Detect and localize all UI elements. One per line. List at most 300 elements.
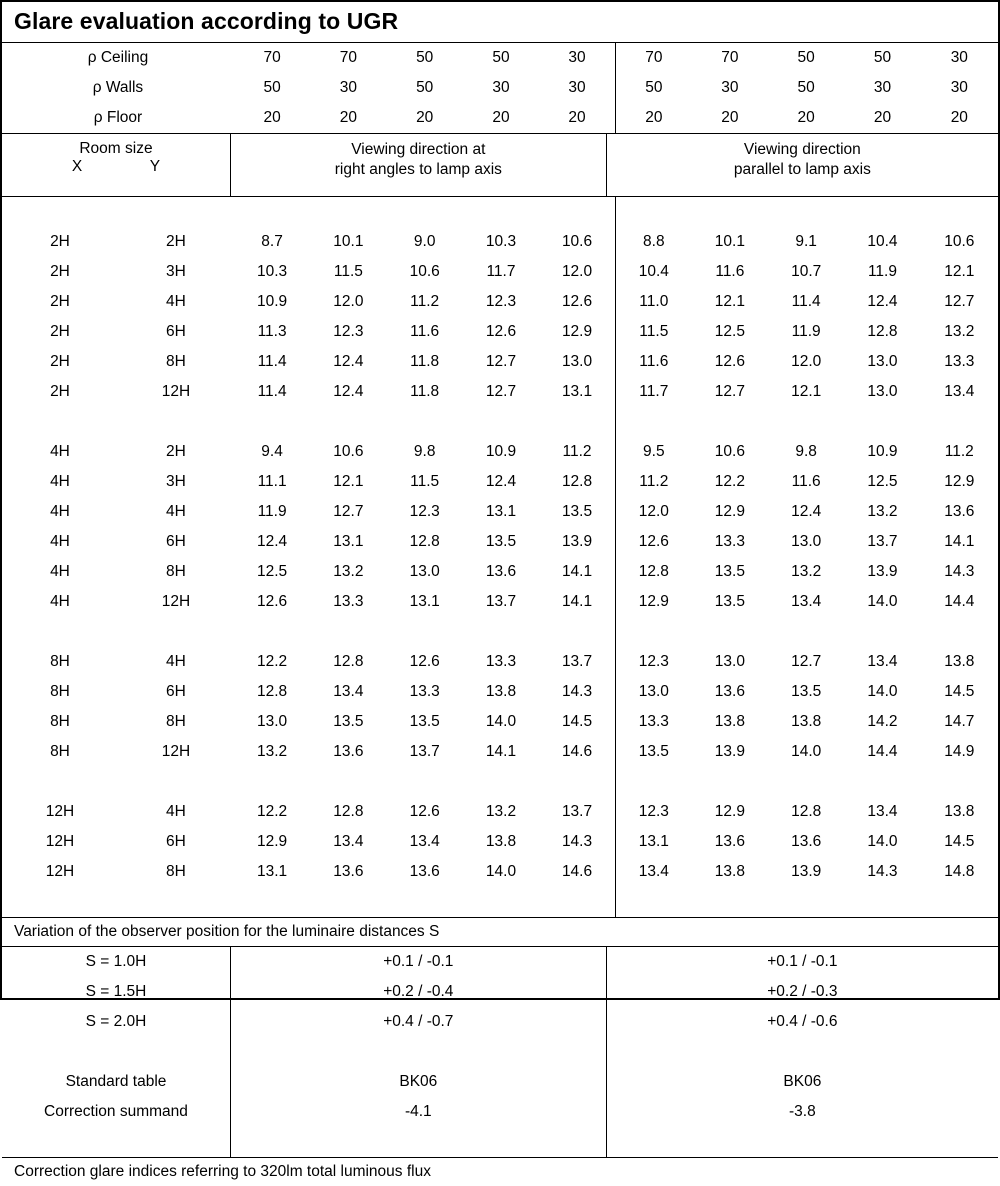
gap-cell <box>539 407 615 437</box>
group-gap <box>2 617 998 647</box>
row-y: 2H <box>166 233 186 250</box>
perp-4: 12.6 <box>485 323 517 340</box>
viewing-parallel-line2: parallel to lamp axis <box>733 161 871 178</box>
para-2: 13.5 <box>714 593 745 610</box>
viewing-perpendicular-line2: right angles to lamp axis <box>334 161 502 178</box>
para-3: 11.6 <box>791 473 821 490</box>
gap-cell <box>234 887 310 917</box>
gap-cell <box>921 617 998 647</box>
row-x: 2H <box>50 353 70 370</box>
variation-label-3: S = 2.0H <box>85 1013 147 1030</box>
gap-cell <box>844 197 920 227</box>
gap-cell <box>118 887 234 917</box>
rho-floor-v1: 20 <box>263 109 281 126</box>
para-4: 13.7 <box>867 533 898 550</box>
perp-1: 13.0 <box>257 713 288 730</box>
perp-2: 13.4 <box>333 683 364 700</box>
perp-3: 13.7 <box>409 743 440 760</box>
gap-cell <box>921 887 998 917</box>
table-row <box>2 347 998 377</box>
row-rho-floor <box>2 103 998 133</box>
perp-5: 14.6 <box>561 863 593 880</box>
table-row <box>2 647 998 677</box>
variation-table <box>2 947 998 1157</box>
rho-ceiling-v7: 70 <box>721 49 739 66</box>
perp-1: 11.4 <box>257 383 287 400</box>
row-x: 2H <box>50 383 70 400</box>
rho-ceiling-v2: 70 <box>339 49 358 66</box>
rho-walls-v3: 50 <box>416 79 434 96</box>
variation-perp-1: +0.1 / -0.1 <box>230 947 606 977</box>
gap-cell <box>234 407 310 437</box>
perp-3: 13.1 <box>409 593 440 610</box>
table-row <box>2 437 998 467</box>
para-4: 10.9 <box>867 443 898 460</box>
para-4: 14.0 <box>867 593 898 610</box>
perp-5: 11.2 <box>562 443 592 460</box>
perp-4: 13.3 <box>485 653 517 670</box>
perp-2: 12.3 <box>333 323 364 340</box>
group-gap <box>2 407 998 437</box>
row-x: 8H <box>50 683 70 700</box>
gap-cell <box>539 197 615 227</box>
perp-4: 13.5 <box>485 533 517 550</box>
row-x: 8H <box>50 713 70 730</box>
row-x: 12H <box>45 863 75 880</box>
para-2: 13.9 <box>714 743 745 760</box>
perp-2: 13.2 <box>333 563 364 580</box>
row-x: 4H <box>50 533 70 550</box>
perp-2: 13.4 <box>333 833 364 850</box>
gap-cell <box>230 1127 606 1157</box>
para-1: 13.4 <box>615 857 691 887</box>
para-5: 11.2 <box>944 443 974 460</box>
perp-5: 14.3 <box>561 833 593 850</box>
para-5: 14.5 <box>944 683 975 700</box>
perp-4: 10.3 <box>485 233 517 250</box>
perp-2: 13.3 <box>333 593 364 610</box>
row-x: 2H <box>50 293 70 310</box>
row-y: 6H <box>166 533 186 550</box>
para-2: 12.9 <box>714 803 745 820</box>
table-row <box>2 677 998 707</box>
variation-note: Variation of the observer position for the luminaire distances S <box>14 923 440 940</box>
rho-floor-v3: 20 <box>416 109 434 126</box>
table-row <box>2 317 998 347</box>
rho-floor-v8: 20 <box>797 109 815 126</box>
table-row <box>2 797 998 827</box>
room-size-label: Room size <box>79 140 153 157</box>
row-y: 6H <box>166 323 186 340</box>
rho-ceiling-v1: 70 <box>263 49 281 66</box>
para-1: 11.2 <box>615 467 691 497</box>
gap-cell <box>387 407 463 437</box>
standard-table-label: Standard table <box>65 1073 167 1090</box>
para-3: 13.5 <box>791 683 822 700</box>
column-heading-table <box>2 134 998 196</box>
rho-walls-v9: 30 <box>873 79 892 96</box>
para-5: 12.7 <box>944 293 975 310</box>
para-3: 11.4 <box>791 293 821 310</box>
perp-5: 14.5 <box>561 713 593 730</box>
perp-4: 14.0 <box>485 863 517 880</box>
para-1: 11.5 <box>615 317 691 347</box>
rho-ceiling-v8: 50 <box>797 49 815 66</box>
perp-4: 14.0 <box>485 713 517 730</box>
para-2: 10.1 <box>714 233 745 250</box>
perp-3: 11.2 <box>410 293 440 310</box>
perp-4: 13.6 <box>485 563 517 580</box>
perp-5: 12.0 <box>561 263 593 280</box>
para-1: 12.9 <box>615 587 691 617</box>
perp-2: 12.7 <box>333 503 364 520</box>
para-2: 13.8 <box>714 713 745 730</box>
rho-floor-v9: 20 <box>873 109 892 126</box>
para-1: 13.5 <box>615 737 691 767</box>
perp-4: 13.8 <box>485 833 517 850</box>
gap-cell <box>768 197 844 227</box>
para-5: 10.6 <box>944 233 975 250</box>
perp-1: 8.7 <box>261 233 283 250</box>
perp-5: 13.7 <box>561 803 593 820</box>
para-4: 14.2 <box>867 713 898 730</box>
gap-cell <box>692 407 768 437</box>
rho-floor-v10: 20 <box>950 109 968 126</box>
para-1: 12.8 <box>615 557 691 587</box>
gap-cell <box>387 617 463 647</box>
para-2: 12.6 <box>714 353 745 370</box>
gap-cell <box>844 617 920 647</box>
para-4: 13.2 <box>867 503 898 520</box>
perp-2: 12.1 <box>333 473 364 490</box>
para-4: 13.4 <box>867 653 898 670</box>
table-row <box>2 827 998 857</box>
para-1: 11.7 <box>615 377 691 407</box>
row-x: 4H <box>50 563 70 580</box>
para-3: 12.0 <box>791 353 822 370</box>
standard-table-perp: BK06 <box>230 1067 606 1097</box>
perp-2: 12.8 <box>333 653 364 670</box>
gap-cell <box>2 887 118 917</box>
para-3: 13.2 <box>791 563 822 580</box>
para-3: 14.0 <box>791 743 822 760</box>
row-rho-ceiling <box>2 43 998 73</box>
variation-para-2: +0.2 / -0.3 <box>606 977 998 1007</box>
perp-2: 13.5 <box>333 713 364 730</box>
gap-cell <box>463 767 539 797</box>
gap-cell <box>310 197 386 227</box>
row-x: 4H <box>50 473 70 490</box>
gap-cell <box>768 767 844 797</box>
gap-cell <box>2 1037 230 1067</box>
gap-cell <box>692 617 768 647</box>
perp-4: 12.7 <box>485 353 517 370</box>
perp-3: 13.3 <box>409 683 440 700</box>
perp-2: 10.6 <box>333 443 364 460</box>
row-y: 4H <box>166 653 186 670</box>
para-2: 11.6 <box>715 263 745 280</box>
group-gap <box>2 767 998 797</box>
rho-ceiling-v10: 30 <box>950 49 968 66</box>
viewing-parallel-header <box>606 134 998 196</box>
perp-3: 13.5 <box>409 713 440 730</box>
gap-cell <box>118 767 234 797</box>
rho-walls-v1: 50 <box>263 79 281 96</box>
row-y: 2H <box>166 443 186 460</box>
para-5: 12.1 <box>944 263 975 280</box>
ugr-data-table <box>2 197 998 917</box>
row-y: 3H <box>166 473 186 490</box>
para-1: 12.3 <box>615 647 691 677</box>
rho-ceiling-v3: 50 <box>416 49 434 66</box>
perp-1: 11.3 <box>257 323 287 340</box>
viewing-parallel-line1: Viewing direction <box>743 141 861 158</box>
para-5: 13.4 <box>944 383 975 400</box>
para-5: 14.7 <box>944 713 975 730</box>
perp-1: 12.8 <box>257 683 288 700</box>
gap-cell <box>844 767 920 797</box>
heading-row <box>2 134 998 196</box>
row-y: 8H <box>166 353 186 370</box>
para-4: 14.3 <box>867 863 898 880</box>
rho-walls-v2: 30 <box>339 79 358 96</box>
para-3: 13.9 <box>791 863 822 880</box>
gap-cell <box>844 407 920 437</box>
perp-3: 11.5 <box>410 473 440 490</box>
gap-cell <box>921 197 998 227</box>
table-row <box>2 497 998 527</box>
para-2: 12.7 <box>714 383 745 400</box>
para-1: 13.1 <box>615 827 691 857</box>
perp-5: 13.7 <box>561 653 593 670</box>
para-1: 8.8 <box>615 227 691 257</box>
viewing-perpendicular-line1: Viewing direction at <box>351 141 486 158</box>
rho-floor-label: ρ Floor <box>93 109 143 126</box>
perp-3: 12.6 <box>409 803 440 820</box>
para-2: 13.5 <box>714 563 745 580</box>
rho-walls-v5: 30 <box>568 79 586 96</box>
para-2: 13.3 <box>714 533 745 550</box>
table-row <box>2 737 998 767</box>
gap-cell <box>387 887 463 917</box>
row-y: 8H <box>166 563 186 580</box>
gap-cell <box>2 197 118 227</box>
gap-cell <box>921 407 998 437</box>
para-3: 11.9 <box>791 323 821 340</box>
perp-5: 10.6 <box>561 233 593 250</box>
para-4: 11.9 <box>867 263 897 280</box>
para-4: 14.0 <box>867 833 898 850</box>
perp-3: 12.3 <box>409 503 440 520</box>
perp-2: 12.8 <box>333 803 364 820</box>
table-row <box>2 377 998 407</box>
para-2: 13.0 <box>714 653 745 670</box>
row-y: 12H <box>161 593 191 610</box>
table-row <box>2 527 998 557</box>
para-4: 14.4 <box>867 743 898 760</box>
gap-cell <box>310 887 386 917</box>
standard-table-para: BK06 <box>606 1067 998 1097</box>
para-5: 13.6 <box>944 503 975 520</box>
perp-2: 13.6 <box>333 743 364 760</box>
perp-1: 12.6 <box>257 593 288 610</box>
standard-bottom-gap <box>2 1127 998 1157</box>
gap-cell <box>2 407 118 437</box>
row-x: 8H <box>50 743 70 760</box>
perp-2: 12.4 <box>333 383 364 400</box>
perp-4: 13.8 <box>485 683 517 700</box>
gap-cell <box>118 617 234 647</box>
perp-3: 12.8 <box>409 533 440 550</box>
para-3: 9.1 <box>795 233 817 250</box>
gap-cell <box>234 767 310 797</box>
para-2: 13.6 <box>714 833 745 850</box>
para-4: 13.9 <box>867 563 898 580</box>
para-5: 13.8 <box>944 803 975 820</box>
para-1: 12.0 <box>615 497 691 527</box>
variation-perp-2: +0.2 / -0.4 <box>230 977 606 1007</box>
gap-cell <box>768 617 844 647</box>
para-2: 13.6 <box>714 683 745 700</box>
perp-5: 13.0 <box>561 353 593 370</box>
perp-3: 9.0 <box>413 233 436 250</box>
rho-walls-v8: 50 <box>797 79 815 96</box>
para-2: 12.1 <box>714 293 745 310</box>
rho-ceiling-v4: 50 <box>492 49 510 66</box>
rho-floor-v5: 20 <box>568 109 586 126</box>
perp-1: 13.2 <box>257 743 288 760</box>
para-3: 12.8 <box>791 803 822 820</box>
row-rho-walls <box>2 73 998 103</box>
correction-summand-perp: -4.1 <box>230 1097 606 1127</box>
perp-3: 13.0 <box>409 563 440 580</box>
page-title: Glare evaluation according to UGR <box>14 8 399 34</box>
row-x: 12H <box>45 803 75 820</box>
perp-2: 11.5 <box>333 263 363 280</box>
rho-floor-v2: 20 <box>339 109 358 126</box>
para-1: 9.5 <box>615 437 691 467</box>
para-4: 13.0 <box>867 383 898 400</box>
para-4: 13.4 <box>867 803 898 820</box>
row-y: 8H <box>166 863 186 880</box>
rho-floor-v7: 20 <box>721 109 739 126</box>
perp-5: 14.1 <box>561 563 593 580</box>
para-1: 11.0 <box>615 287 691 317</box>
gap-cell <box>2 1127 230 1157</box>
perp-3: 9.8 <box>413 443 436 460</box>
perp-1: 11.1 <box>257 473 287 490</box>
rho-floor-v4: 20 <box>492 109 510 126</box>
perp-4: 12.3 <box>485 293 517 310</box>
perp-4: 10.9 <box>485 443 517 460</box>
perp-3: 11.6 <box>410 323 440 340</box>
perp-1: 12.9 <box>257 833 288 850</box>
row-x: 2H <box>50 323 70 340</box>
perp-1: 12.5 <box>257 563 288 580</box>
reflectance-table <box>2 43 998 133</box>
para-2: 13.8 <box>714 863 745 880</box>
para-3: 13.8 <box>791 713 822 730</box>
rho-walls-v6: 50 <box>615 73 691 103</box>
gap-cell <box>606 1127 998 1157</box>
perp-2: 13.1 <box>333 533 364 550</box>
gap-cell <box>692 767 768 797</box>
row-y: 3H <box>166 263 186 280</box>
footer-note: Correction glare indices referring to 320lm total luminous flux <box>14 1163 431 1180</box>
gap-cell <box>118 197 234 227</box>
rho-walls-v10: 30 <box>950 79 968 96</box>
table-row <box>2 857 998 887</box>
perp-5: 13.5 <box>561 503 593 520</box>
perp-2: 13.6 <box>333 863 364 880</box>
perp-1: 13.1 <box>257 863 288 880</box>
gap-cell <box>539 887 615 917</box>
gap-cell <box>692 197 768 227</box>
gap-cell <box>387 197 463 227</box>
para-5: 14.8 <box>944 863 975 880</box>
table-row <box>2 287 998 317</box>
gap-cell <box>310 617 386 647</box>
row-y: 4H <box>166 503 186 520</box>
para-3: 12.7 <box>791 653 822 670</box>
para-3: 10.7 <box>791 263 822 280</box>
para-4: 12.5 <box>867 473 898 490</box>
row-y: 6H <box>166 833 186 850</box>
para-1: 13.0 <box>615 677 691 707</box>
gap-cell <box>615 407 691 437</box>
variation-perp-3: +0.4 / -0.7 <box>230 1007 606 1037</box>
table-row <box>2 257 998 287</box>
perp-5: 12.9 <box>561 323 593 340</box>
para-3: 13.6 <box>791 833 822 850</box>
rho-walls-v4: 30 <box>492 79 510 96</box>
row-y: 12H <box>161 383 191 400</box>
gap-cell <box>615 197 691 227</box>
variation-para-3: +0.4 / -0.6 <box>606 1007 998 1037</box>
para-2: 12.2 <box>714 473 745 490</box>
gap-cell <box>2 617 118 647</box>
para-3: 9.8 <box>795 443 817 460</box>
gap-cell <box>463 407 539 437</box>
perp-5: 12.6 <box>561 293 593 310</box>
gap-cell <box>615 617 691 647</box>
perp-2: 12.4 <box>333 353 364 370</box>
para-3: 12.4 <box>791 503 822 520</box>
gap-cell <box>387 767 463 797</box>
para-3: 13.0 <box>791 533 822 550</box>
perp-1: 12.4 <box>257 533 288 550</box>
gap-cell <box>118 407 234 437</box>
gap-cell <box>692 887 768 917</box>
gap-cell <box>230 1037 606 1067</box>
correction-summand-row <box>2 1097 998 1127</box>
row-x: 4H <box>50 503 70 520</box>
para-1: 12.6 <box>615 527 691 557</box>
gap-cell <box>921 767 998 797</box>
gap-cell <box>539 617 615 647</box>
table-row <box>2 707 998 737</box>
room-size-y-label: Y <box>149 158 161 175</box>
variation-gap <box>2 1037 998 1067</box>
perp-4: 13.7 <box>485 593 517 610</box>
perp-4: 14.1 <box>485 743 517 760</box>
para-5: 12.9 <box>944 473 975 490</box>
table-row <box>2 467 998 497</box>
perp-5: 13.1 <box>561 383 593 400</box>
perp-3: 13.6 <box>409 863 440 880</box>
row-y: 4H <box>166 803 186 820</box>
variation-row <box>2 977 998 1007</box>
